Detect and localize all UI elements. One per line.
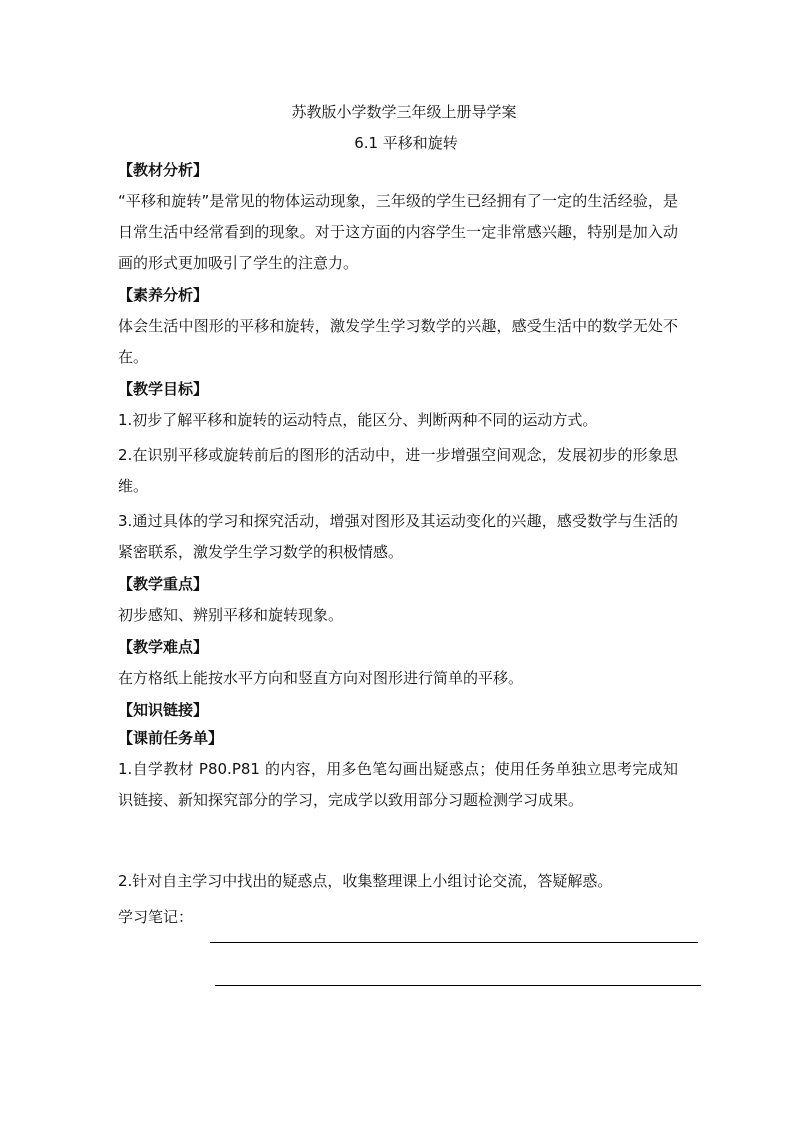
task-item-2: 2.针对自主学习中找出的疑惑点，收集整理课上小组讨论交流，答疑解惑。 [118, 872, 613, 890]
task-item-1: 1.自学教材 P80.P81 的内容，用多色笔勾画出疑惑点；使用任务单独立思考完成知识链接、新知探究部分的学习，完成学以致用部分习题检测学习成果。 [118, 760, 678, 809]
document-content [118, 100, 678, 929]
section-paragraph: “平移和旋转”是常见的物体运动现象，三年级的学生已经拥有了一定的生活经验，是日常生活中经常看到的现象。对于这方面的内容学生一定非常感兴趣，特别是加入动画的形式更加吸引了学生的注意力。 [118, 192, 678, 272]
section-teaching-goals [118, 377, 678, 568]
goal-item-3: 3.通过具体的学习和探究活动，增强对图形及其运动变化的兴趣，感受数学与生活的紧密联系，激发学生学习数学的积极情感。 [118, 512, 678, 561]
section-heading: 【教材分析】 [118, 161, 209, 179]
section-heading: 【教学目标】 [118, 380, 209, 398]
section-pre-class-tasks [118, 726, 678, 816]
document-title: 苏教版小学数学三年级上册导学案 [291, 103, 517, 121]
notes-line-2[interactable] [215, 985, 701, 986]
section-textbook-analysis [118, 158, 678, 279]
section-heading: 【教学难点】 [118, 638, 209, 656]
document-subtitle: 6.1 平移和旋转 [354, 134, 458, 152]
section-heading: 【知识链接】 [118, 701, 209, 719]
goal-item-2: 2.在识别平移或旋转前后的图形的活动中，进一步增强空间观念，发展初步的形象思维。 [118, 446, 678, 495]
blank-space [118, 816, 678, 862]
study-notes-label: 学习笔记： [118, 908, 194, 926]
notes-line-1[interactable] [210, 942, 698, 943]
section-paragraph: 在方格纸上能按水平方向和竖直方向对图形进行简单的平移。 [118, 669, 524, 687]
section-heading: 【课前任务单】 [118, 729, 224, 747]
study-notes-row [118, 899, 678, 929]
section-key-points [118, 572, 678, 631]
section-heading: 【素养分析】 [118, 286, 209, 304]
section-paragraph: 体会生活中图形的平移和旋转，激发学生学习数学的兴趣，感受生活中的数学无处不在。 [118, 317, 678, 366]
section-paragraph: 初步感知、辨别平移和旋转现象。 [118, 606, 344, 624]
section-literacy-analysis [118, 283, 678, 373]
goal-item-1: 1.初步了解平移和旋转的运动特点，能区分、判断两种不同的运动方式。 [118, 411, 598, 429]
section-difficulties [118, 635, 678, 694]
section-heading: 【教学重点】 [118, 575, 209, 593]
section-knowledge-link [118, 698, 678, 722]
